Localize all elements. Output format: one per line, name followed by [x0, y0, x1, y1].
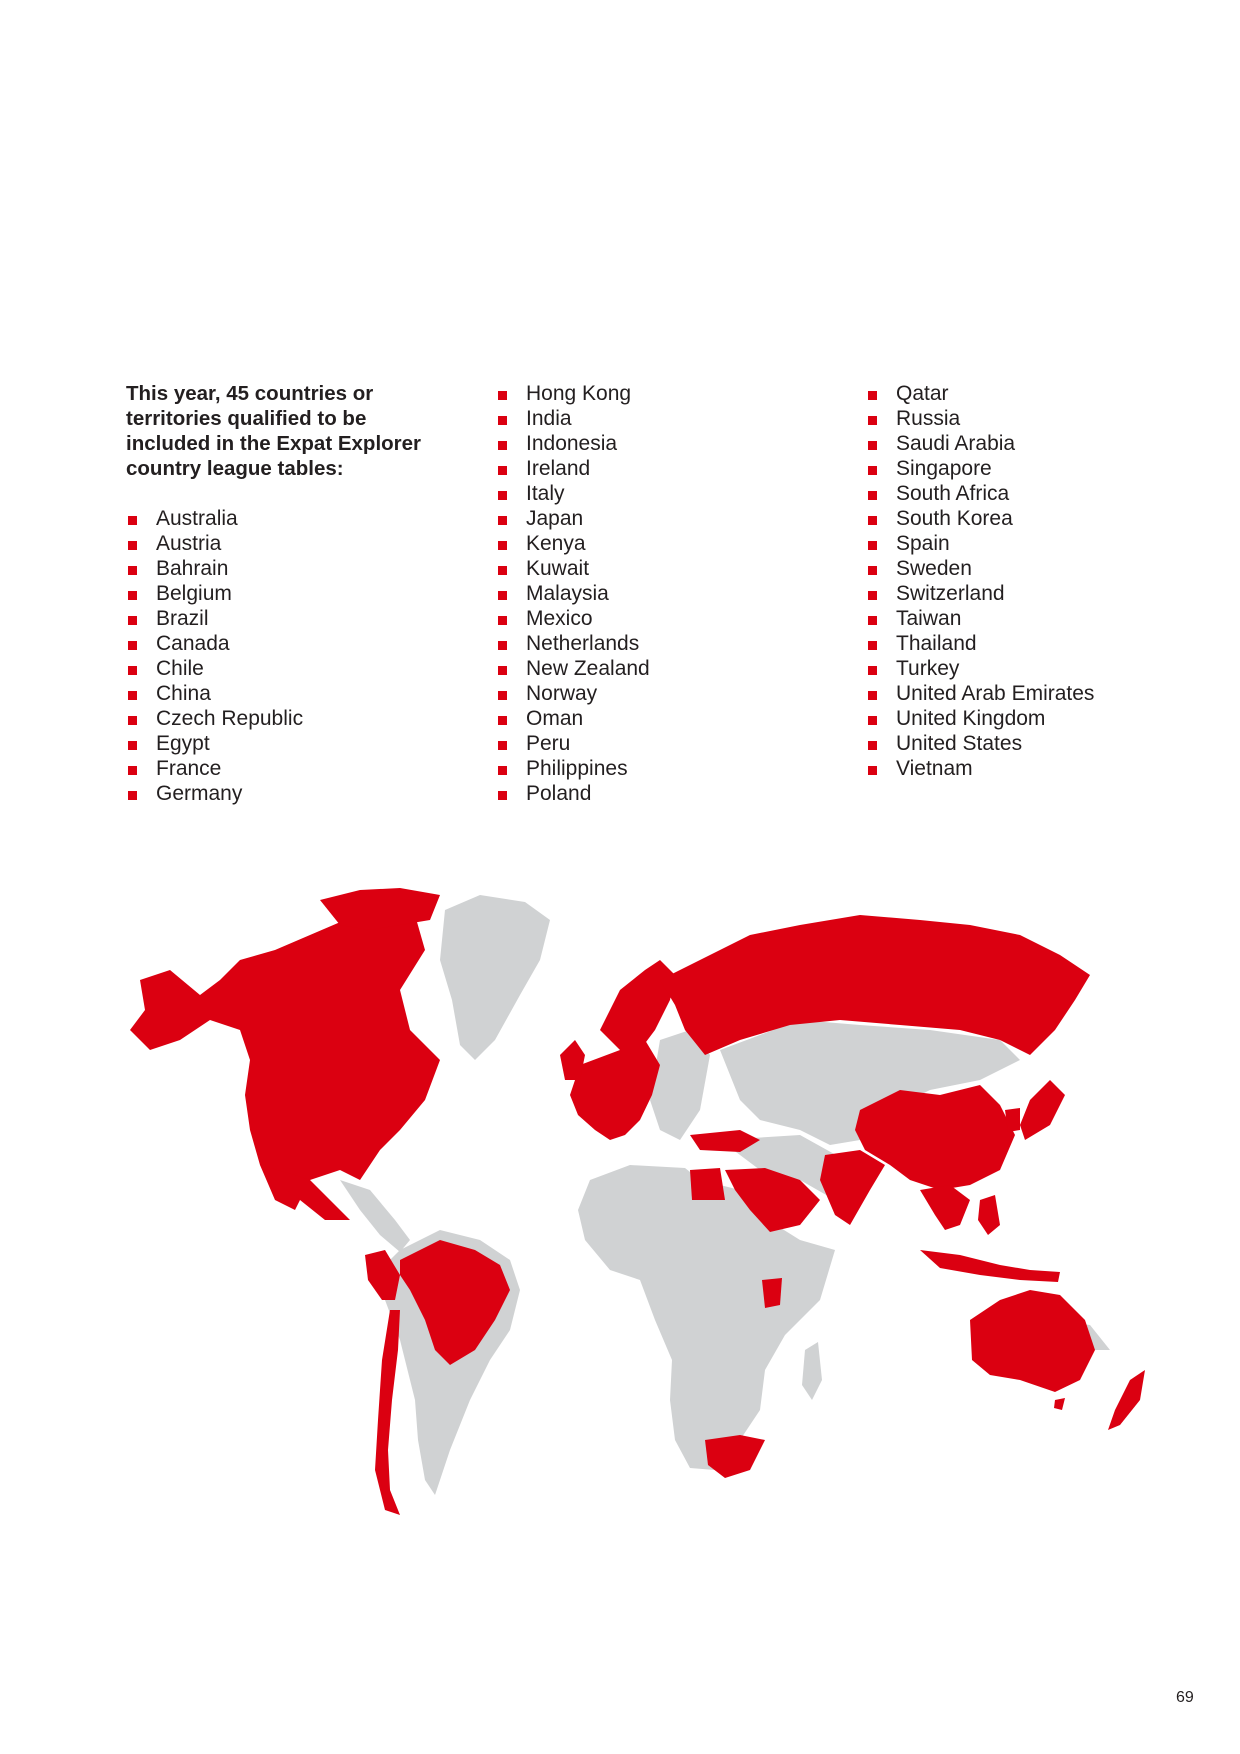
square-bullet-icon — [498, 441, 507, 450]
country-list-2 — [496, 381, 826, 806]
list-item: Bahrain — [126, 556, 456, 581]
square-bullet-icon — [868, 716, 877, 725]
list-item: United States — [866, 731, 1196, 756]
list-item: Vietnam — [866, 756, 1196, 781]
column-2 — [496, 381, 826, 806]
square-bullet-icon — [498, 616, 507, 625]
list-item: United Arab Emirates — [866, 681, 1196, 706]
madagascar — [802, 1342, 822, 1400]
square-bullet-icon — [498, 516, 507, 525]
list-item: Taiwan — [866, 606, 1196, 631]
square-bullet-icon — [868, 616, 877, 625]
list-item: Kuwait — [496, 556, 826, 581]
list-item: Philippines — [496, 756, 826, 781]
square-bullet-icon — [868, 741, 877, 750]
list-item: Japan — [496, 506, 826, 531]
list-item: Qatar — [866, 381, 1196, 406]
square-bullet-icon — [868, 441, 877, 450]
square-bullet-icon — [498, 591, 507, 600]
list-item: Germany — [126, 781, 456, 806]
square-bullet-icon — [868, 766, 877, 775]
indonesia — [920, 1250, 1060, 1282]
list-item: China — [126, 681, 456, 706]
square-bullet-icon — [868, 691, 877, 700]
square-bullet-icon — [128, 716, 137, 725]
list-item: Ireland — [496, 456, 826, 481]
list-item: Italy — [496, 481, 826, 506]
square-bullet-icon — [498, 391, 507, 400]
column-3 — [866, 381, 1196, 781]
south-africa — [705, 1435, 765, 1478]
kenya — [762, 1278, 782, 1308]
square-bullet-icon — [128, 566, 137, 575]
scandinavia — [600, 960, 675, 1050]
list-item: Czech Republic — [126, 706, 456, 731]
square-bullet-icon — [868, 641, 877, 650]
list-item: Canada — [126, 631, 456, 656]
philippines — [978, 1195, 1000, 1235]
square-bullet-icon — [498, 791, 507, 800]
square-bullet-icon — [498, 741, 507, 750]
square-bullet-icon — [498, 416, 507, 425]
list-item: Belgium — [126, 581, 456, 606]
greenland — [440, 895, 550, 1060]
egypt — [690, 1168, 725, 1200]
square-bullet-icon — [498, 641, 507, 650]
list-item: Oman — [496, 706, 826, 731]
square-bullet-icon — [868, 666, 877, 675]
square-bullet-icon — [498, 716, 507, 725]
list-item: Netherlands — [496, 631, 826, 656]
intro-text: This year, 45 countries or territories qualified to be included in the Expat Explorer country league tables: — [126, 382, 422, 480]
list-item: South Africa — [866, 481, 1196, 506]
square-bullet-icon — [498, 666, 507, 675]
list-item: Indonesia — [496, 431, 826, 456]
square-bullet-icon — [868, 541, 877, 550]
list-item: Chile — [126, 656, 456, 681]
central-america — [340, 1180, 410, 1252]
list-item: Malaysia — [496, 581, 826, 606]
southeast-asia — [920, 1185, 970, 1230]
square-bullet-icon — [868, 566, 877, 575]
square-bullet-icon — [128, 616, 137, 625]
list-item: India — [496, 406, 826, 431]
list-item: Switzerland — [866, 581, 1196, 606]
list-item: Hong Kong — [496, 381, 826, 406]
list-item: Russia — [866, 406, 1196, 431]
square-bullet-icon — [868, 391, 877, 400]
list-item: Sweden — [866, 556, 1196, 581]
square-bullet-icon — [498, 691, 507, 700]
list-item: Kenya — [496, 531, 826, 556]
square-bullet-icon — [868, 466, 877, 475]
country-list-3 — [866, 381, 1196, 781]
list-item: Egypt — [126, 731, 456, 756]
list-item: Singapore — [866, 456, 1196, 481]
list-item: Austria — [126, 531, 456, 556]
list-item: Norway — [496, 681, 826, 706]
square-bullet-icon — [868, 416, 877, 425]
list-item: France — [126, 756, 456, 781]
japan — [1020, 1080, 1065, 1140]
tasmania — [1054, 1398, 1065, 1410]
square-bullet-icon — [498, 466, 507, 475]
new-zealand — [1108, 1370, 1145, 1430]
list-item: Turkey — [866, 656, 1196, 681]
list-item: Saudi Arabia — [866, 431, 1196, 456]
page-number: 69 — [1176, 1689, 1194, 1706]
list-item: Peru — [496, 731, 826, 756]
list-item: Brazil — [126, 606, 456, 631]
list-item: Thailand — [866, 631, 1196, 656]
square-bullet-icon — [868, 591, 877, 600]
square-bullet-icon — [498, 566, 507, 575]
square-bullet-icon — [128, 791, 137, 800]
square-bullet-icon — [128, 641, 137, 650]
square-bullet-icon — [128, 666, 137, 675]
square-bullet-icon — [128, 516, 137, 525]
list-item: United Kingdom — [866, 706, 1196, 731]
square-bullet-icon — [128, 766, 137, 775]
australia — [970, 1290, 1095, 1392]
square-bullet-icon — [128, 591, 137, 600]
list-item: New Zealand — [496, 656, 826, 681]
list-item: Australia — [126, 506, 456, 531]
country-list-1 — [126, 506, 456, 806]
column-1 — [126, 381, 456, 806]
list-item: South Korea — [866, 506, 1196, 531]
square-bullet-icon — [498, 491, 507, 500]
list-item: Mexico — [496, 606, 826, 631]
square-bullet-icon — [868, 516, 877, 525]
square-bullet-icon — [128, 541, 137, 550]
list-item: Spain — [866, 531, 1196, 556]
square-bullet-icon — [868, 491, 877, 500]
india — [820, 1150, 885, 1225]
list-item: Poland — [496, 781, 826, 806]
square-bullet-icon — [128, 741, 137, 750]
square-bullet-icon — [498, 766, 507, 775]
north-america — [130, 908, 440, 1210]
world-map — [100, 880, 1210, 1520]
chile — [375, 1310, 400, 1515]
square-bullet-icon — [128, 691, 137, 700]
square-bullet-icon — [498, 541, 507, 550]
